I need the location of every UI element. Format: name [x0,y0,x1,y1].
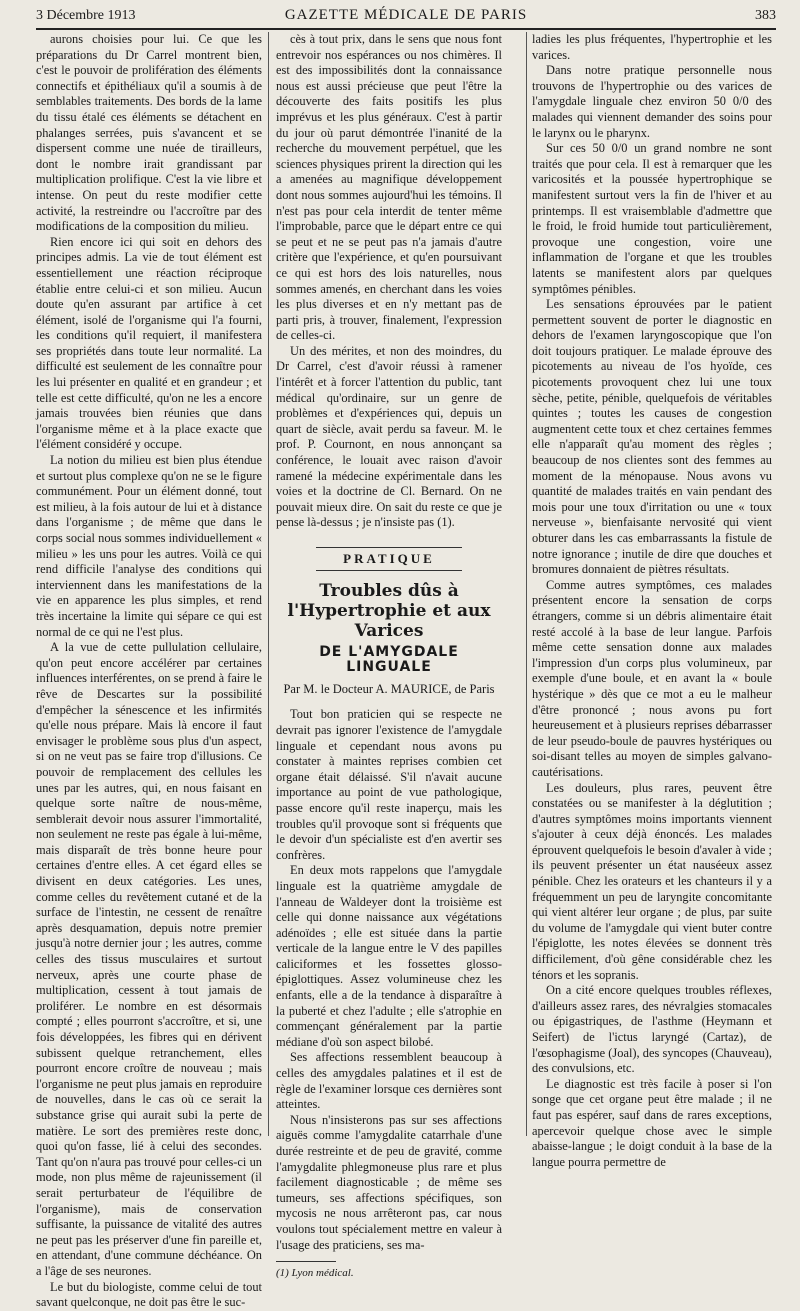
paragraph: Comme autres symptômes, ces malades présentent encore la sensation de corps étrangers, comme si un débris alimentaire était resté accolé à la base de leur langue. Parfois même cette sensation donne aux malades l'impression d'un corps plus volumineux, par exemple d'une boule, et en avant la « boule hystérique » dès que ce mot a eu le malheur d'être prononcé ; nous avons pu fort heureusement et à plusieurs reprises débarrasser de leur pseudo-boule de pauvres hystériques ou soi-disant telles au moyen de simples galvano-cautérisations. [532,577,772,779]
paragraph: Nous n'insisterons pas sur ses affections aiguës comme l'amygdalite catarrhale d'une durée restreinte et de peu de gravité, comme l'amygdalite phlegmoneuse plus rare et plus facilement diagnosticable ; de même ses tumeurs, ses affections spécifiques, son mycosis ne nous arrêteront pas, car nous voulons tout spécialement mettre en valeur à l'usage des praticiens, ses ma- [276,1112,502,1252]
column-1 [36,32,262,1310]
article-title: Troubles dûs à l'Hypertrophie et aux Varices [287,580,491,641]
paragraph: En deux mots rappelons que l'amygdale linguale est la quatrième amygdale de l'anneau de Waldeyer dont la troisième est celle qui donne naissance aux végétations adénoïdes ; elle est située dans la partie verticale de la langue entre le V des papilles caliciformes et les fossettes glosso-épiglottiques. Assez volumineuse chez les enfants, elle a de la tendance à disparaître à la puberté et chez l'adulte ; elle s'atrophie en commençant généralement par la partie médiane d'où son aspect bilobé. [276,863,502,1049]
paragraph: Sur ces 50 0/0 un grand nombre ne sont traités que pour cela. Il est à remarquer que les varicosités et la poussée hypertrophique se manifestent surtout vers la fin de l'hiver et au printemps. Il est vraisemblable d'admettre que le froid, le froid humide tout particulièrement, provoque une congestion, voire une inflammation de l'organe et que les troubles latents se manifestent alors par quelques symptômes pénibles. [532,141,772,296]
paragraph: Le diagnostic est très facile à poser si l'on songe que cet organe peut être malade ; il ne faut pas espérer, sauf dans de rares exceptions, apercevoir quelque chose avec le simple abaisse-langue ; le doigt conduit à la base de la langue pourra permettre de [532,1076,772,1169]
paragraph: Les sensations éprouvées par le patient permettent souvent de porter le diagnostic en dehors de l'examen laryngoscopique que l'on doit toujours pratiquer. Le malade éprouve des picotements au niveau de l'os hyoïde, ces picotements provoquent chez lui une toux sèche, petite, pénible, quelquefois de véritables quintes ; toutes les causes de congestion augmentent cette toux et chez certaines femmes elle n'apparaît qu'au moment des règles ; beaucoup de nos clientes sont des femmes au moment de la ménopause. Nous avons vu quantité de malades traités en vain pendant des mois pour une toux d'irritation ou une « toux nerveuse », bienfaisante nervosité qui vient obturer dans les cas embarrassants la fistule de notre ignorance ; inutile de dire que douches et bromures donnaient de piètres résultats. [532,297,772,577]
paragraph: Ses affections ressemblent beaucoup à celles des amygdales palatines et il est de règle de l'examiner lorsque ces dernières sont atteintes. [276,1050,502,1112]
paragraph: ladies les plus fréquentes, l'hypertrophie et les varices. [532,32,772,62]
section-heading: PRATIQUE [276,547,502,571]
article-subtitle: DE L'AMYGDALE LINGUALE [319,643,459,676]
paragraph: Tout bon praticien qui se respecte ne devrait pas ignorer l'existence de l'amygdale linguale et cependant nous avons pu constater à maintes reprises combien cet organe était délaissé. S'il n'avait aucune importance au point de vue pathologique, passe encore qu'il reste inaperçu, mais les troubles qu'il provoque sont si fréquents que le devoir d'un spécialiste est d'en avertir ses confrères. [276,707,502,862]
column-rule [526,32,527,1136]
column-3 [532,32,772,1169]
paragraph: Dans notre pratique personnelle nous trouvons de l'hypertrophie ou des varices de l'amygdale linguale chez environ 50 0/0 des malades qui viennent demander des soins pour le larynx ou le pharynx. [532,63,772,140]
paragraph: Un des mérites, et non des moindres, du Dr Carrel, c'est d'avoir réussi à ramener l'intérêt et à forcer l'attention du public, tant médical qu'ordinaire, sur un genre de problèmes et d'expériences qui, depuis un quart de siècle, avait perdu sa faveur. M. le prof. P. Cournont, en nous annonçant sa conférence, le louait avec raison d'avoir ramené la médecine expérimentale dans les voies et la doctrine de Cl. Bernard. On ne pouvait mieux dire. On sait du reste ce que je pense là-dessus ; je n'insiste pas (1). [276,343,502,530]
journal-title: GAZETTE MÉDICALE DE PARIS [284,7,528,23]
column-rule [268,32,269,1136]
issue-date: 3 Décembre 1913 [36,8,136,23]
page-header [36,6,776,30]
paragraph: Les douleurs, plus rares, peuvent être constatées ou se manifester à la déglutition ; d'autres symptômes moins importants viennent s'ajouter à ceux déjà énoncés. Les malades éprouvent quelquefois le besoin d'avaler à vide ; ils peuvent présenter un état nauséeux assez pénible. Chez les orateurs et les chanteurs il y a fréquemment un peu de laryngite concomitante qui vient altérer leur organe ; de plus, par suite du volume de l'amygdale qui vient buter contre l'épiglotte, les notes élevées se donnent très difficilement, d'où gêne considérable chez les ténors et les sopranis. [532,780,772,982]
paragraph: On a cité encore quelques troubles réflexes, d'ailleurs assez rares, des névralgies stomacales ou épigastriques, de l'asthme (Heymann et Seifert) de l'ictus laryngé (Cartaz), de l'œsophagisme (Joal), des syncopes (Chauveau), des convulsions, etc. [532,983,772,1076]
paragraph: Rien encore ici qui soit en dehors des principes admis. La vie de tout élément est essentiellement une réaction réciproque établie entre celui-ci et son milieu. Aucun doute qu'en assurant par artifice à cet élément, isolé de l'organisme qui l'a fourni, les conditions qu'il requiert, il manifestera ses propriétés dans toute leur normalité. La difficulté est seulement de les connaître pour les lui présenter en qualité et en grandeur ; et telle est cette difficulté, qu'on ne les a encore jamais trouvées bien réunies que dans l'organisme même et à la place exacte que l'élément considéré y occupe. [36,234,262,452]
paragraph: La notion du milieu est bien plus étendue et surtout plus complexe qu'on ne se le figure communément. Pour un élément donné, tout est milieu, à la fois autour de lui et à distance dans l'organisme ; de même que dans le corps social nous sommes individuellement « milieu » les uns pour les autres. Voilà ce qui rend difficile l'analyse des conditions qui interviennent dans les manifestations de la vie en apparence les plus simples, et rend très incertaine la limite qui sépare ce qui est normal de ce qui ne l'est plus. [36,453,262,639]
article-author: Par M. le Docteur A. MAURICE, de Paris [283,681,495,696]
paragraph: A la vue de cette pullulation cellulaire, qu'on peut encore accélérer par certaines influences interférentes, on se prend à faire le rêve de Descartes sur la possibilité d'empêcher la sénescence et les infirmités qu'elle nous prépare. Mais là encore il faut envisager le problème sous plus d'un aspect, si on ne veut pas se faire trop d'illusions. Ce pouvoir de remplacement des cellules les unes par les autres, qui, en nous faisant en quelque sorte naître de nous-même, semblerait devoir nous assurer l'immortalité, non seulement ne reste pas égale à lui-même, mais disparaît de très bonne heure pour certaines d'entre elles. A cet égard elles se divisent en deux catégories. Les unes, comme celles du revêtement cutané et de la surface de l'intestin, ne cessent de renaître après desquamation, depuis notre premier jusqu'à notre dernier jour ; les autres, comme celles des tissus musculaires et surtout nerveux, après une courte phase de multiplication, cessent à tout jamais de proliférer. Le nombre en est désormais compté ; elles pourront s'accroître, et si, une fois développées, les fibres qui en dérivent subissent quelque retranchement, elles pourront encore croître de nouveau ; mais l'organisme ne peut plus jamais en reproduire de nouvelles, dans le cas où ce serait la substance grise qui aurait subi la perte de matière. Le sort des premières reste donc, quoi qu'on fasse, lié à celui des secondes. Tant qu'on n'aura pas trouvé pour celles-ci un mode, non plus même de rajeunissement (il serait perturbateur de l'équilibre de l'organisme), mais de conservation suffisante, la puissance de vitalité des autres ne peut pas les préserver d'une fin pareille et, en attendant, d'une commune déchéance. On a l'âge de ses neurones. [36,640,262,1278]
footnote-separator [276,1261,336,1262]
paragraph: Le but du biologiste, comme celui de tout savant quelconque, ne doit pas être le suc- [36,1279,262,1310]
paragraph: aurons choisies pour lui. Ce que les préparations du Dr Carrel montrent bien, c'est le pouvoir de prolifération des éléments connectifs et épithéliaux qu'il a soumis à de semblables traitements. Des bords de la lame du tissu étalé ces éléments se détachent en phalanges serrées, puis s'avancent et se dispersent comme une nuée de tirailleurs, dont le nombre irait grandissant par multiplication prolifique. C'est la vie libre et intense. On peut du reste modifier cette activité, la restreindre ou l'accroître par des modifications de la composition du milieu. [36,32,262,234]
page-number: 383 [755,8,776,23]
paragraph: cès à tout prix, dans le sens que nous font entrevoir nos espérances ou nos chimères. Il est des impossibilités dont la connaissance nous est aussi précieuse que peut l'être la découverte des faits positifs les plus imprévus et les plus généraux. C'est à partir du jour où parut démontrée l'inanité de la recherche du mouvement perpétuel, que les sciences physiques prirent la direction qui les a amenées au magnifique développement dont nous sommes aujourd'hui les témoins. Il n'est pas pour cela interdit de tenter même l'improbable, parce que le départ entre ce qui se peut et ne se peut pas n'a jamais d'autre critère que l'expérience, et qu'en poursuivant ce qui est hors des lois naturelles, nous sommes amenés, en cherchant dans les voies les plus diverses et en n'y mettant pas de parti pris, à trouver, finalement, l'expression de celles-ci. [276,32,502,343]
column-2 [276,32,502,1280]
footnote: (1) Lyon médical. [276,1267,354,1280]
